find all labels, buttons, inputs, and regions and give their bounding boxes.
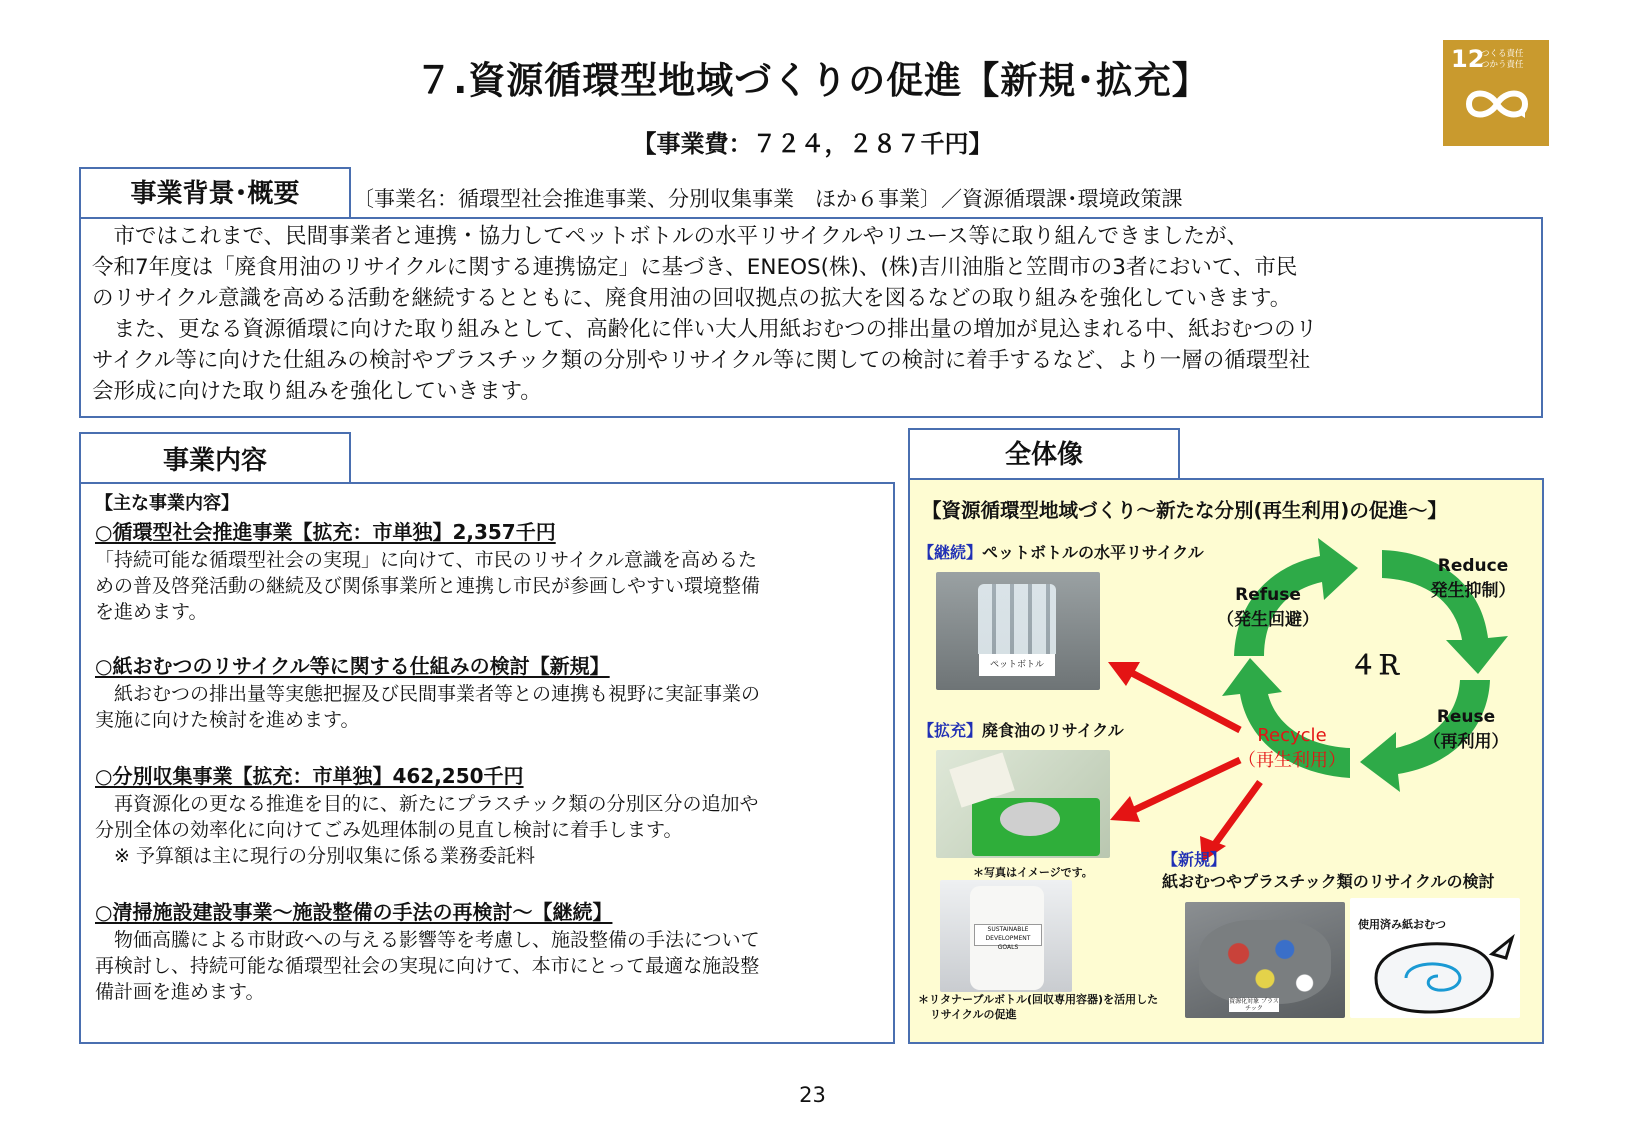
infinity-icon [1463,84,1531,124]
sdg-number: 12 [1451,45,1485,73]
sdg-label: つくる責任 つかう責任 [1481,49,1524,70]
budget-total: 【事業費：７２４，２８７千円】 [632,130,993,158]
page-title: ７.資源循環型地域づくりの促進【新規･拡充】 [415,59,1210,102]
pet-caption: 【継続】ペットボトルの水平リサイクル [918,543,1204,562]
project-subtitle: 〔事業名：循環型社会推進事業、分別収集事業 ほか６事業〕／資源循環課･環境政策課 [353,187,1183,211]
item-body: 紙おむつの排出量等実態把握及び民間事業者等との連携も視野に実証事業の 実施に向けた検討を進めます。 [95,683,761,731]
photo-note: ＊写真はイメージです。 [973,866,1093,879]
recycle-pointer-arrows [1100,660,1300,870]
content-heading: 事業内容 [79,432,351,484]
diagram-title: 【資源循環型地域づくり～新たな分別(再生利用)の促進～】 [922,499,1447,522]
pet-bottles-photo [936,572,1100,690]
oil-recycling-photo [936,750,1110,858]
item-body: 再資源化の更なる推進を目的に、新たにプラスチック類の分別区分の追加や 分別全体の効率化に向けてごみ処理体制の見直し検討に着手します。 ※ 予算額は主に現行の分別収集に係る業務委託料 [95,793,759,867]
background-line: サイクル等に向けた仕組みの検討やプラスチック類の分別やリサイクル等に関しての検討に着手するなど、より一層の循環型社 [92,348,1311,373]
background-line: 会形成に向けた取り組みを強化していきます。 [92,379,542,404]
diaper-caption: 【新規】 紙おむつやプラスチック類のリサイクルの検討 [1162,850,1495,891]
plastic-waste-photo [1185,902,1345,1018]
returnable-note: ＊リタナーブルボトル(回収専用容器)を活用した リサイクルの促進 [918,993,1159,1021]
returnable-bottle-label: SUSTAINABLE DEVELOPMENT GOALS [974,924,1042,946]
content-main-label: 【主な事業内容】 [95,493,239,514]
item-title: ○循環型社会推進事業【拡充：市単独】2,357千円 [95,520,556,544]
oil-caption: 【拡充】廃食油のリサイクル [918,721,1124,740]
overview-heading: 全体像 [908,428,1180,480]
waste-pile [1199,920,1331,1004]
sdg12-badge [1443,40,1549,146]
item-title: ○紙おむつのリサイクル等に関する仕組みの検討【新規】 [95,654,610,678]
pet-sign: ペットボトル [979,654,1055,676]
diaper-illustration [1350,898,1520,1018]
reduce-label: Reduce 発生抑制） [1430,556,1516,601]
diaper-bag-icon [1366,918,1516,1018]
bottle-shapes [978,584,1056,654]
oil-funnel [1000,802,1060,836]
cycle-center-label: ４Ｒ [1350,651,1403,681]
item-body: 物価高騰による市財政への与える影響等を考慮し、施設整備の手法について 再検討し、持続可能な循環型社会の実現に向けて、本市にとって最適な施設整 備計画を進めます。 [95,929,760,1003]
page-number: 23 [799,1083,826,1107]
background-line: 市ではこれまで、民間事業者と連携・協力してペットボトルの水平リサイクルやリユース等に取り組んできましたが、 [92,224,1249,249]
background-line: のリサイクル意識を高める活動を継続するとともに、廃食用油の回収拠点の拡大を図るなどの取り組みを強化していきます。 [92,286,1292,311]
recycle-label: Recycle （再生利用） [1238,725,1346,771]
background-heading: 事業背景･概要 [79,167,351,219]
item-title: ○清掃施設建設事業～施設整備の手法の再検討～【継続】 [95,900,613,924]
item-body: 「持続可能な循環型社会の実現」に向けて、市民のリサイクル意識を高めるた めの普及啓発活動の継続及び関係事業所と連携し市民が参画しやすい環境整備 を進めます。 [95,549,761,623]
diaper-bag-label: 使用済み紙おむつ [1358,918,1446,931]
returnable-bottle-photo [940,880,1072,992]
reuse-label: Reuse （再利用） [1423,707,1509,752]
refuse-label: Refuse （発生回避） [1217,585,1319,630]
waste-sign: 資源化対象 プラスチック [1229,998,1279,1012]
item-title: ○分別収集事業【拡充：市単独】462,250千円 [95,764,524,788]
background-line: 令和7年度は「廃食用油のリサイクルに関する連携協定」に基づき、ENEOS(株)、(株)吉川油脂と笠間市の3者において、市民 [92,255,1298,280]
background-text [92,221,1542,407]
background-line: また、更なる資源循環に向けた取り組みとして、高齢化に伴い大人用紙おむつの排出量の増加が見込まれる中、紙おむつのリ [92,317,1318,342]
